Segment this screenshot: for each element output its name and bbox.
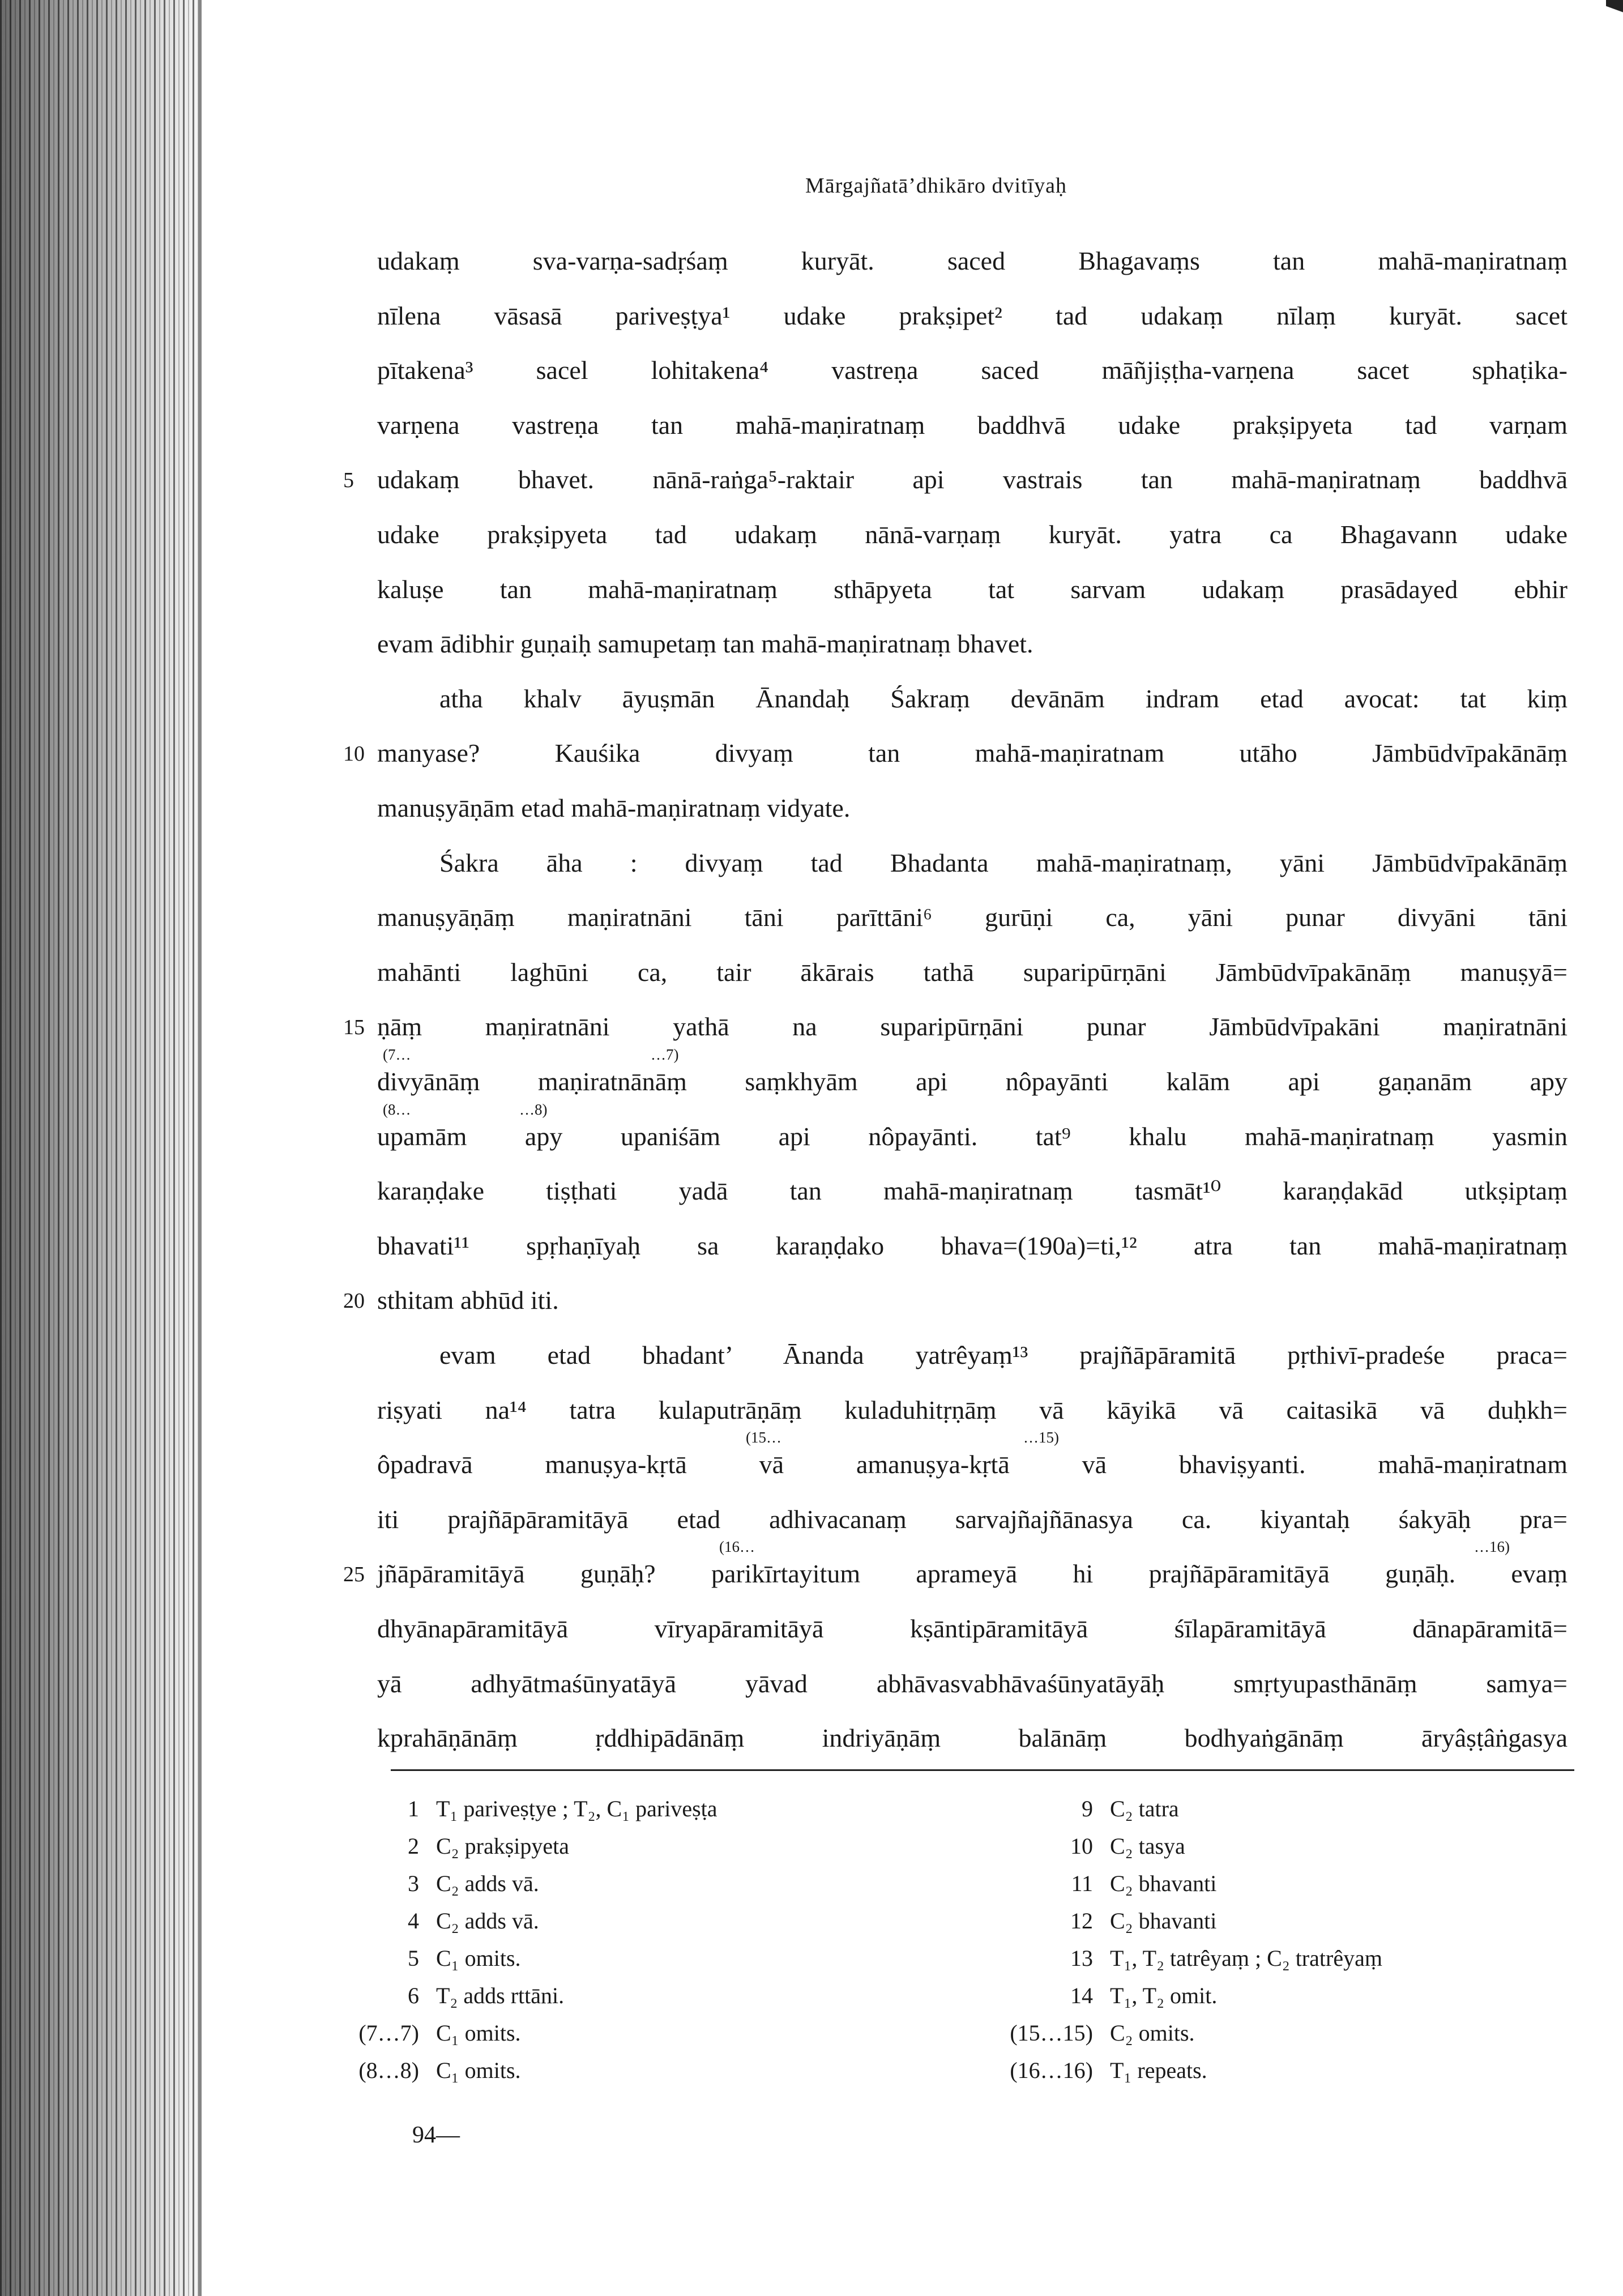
footnote-number: (7…7) — [358, 2020, 419, 2046]
variant-marker-close: …15) — [1023, 1429, 1059, 1446]
text-line-content: atha khalv āyuṣmān Ānandaḥ Śakraṃ devānām indram etad avocat: tat kiṃ — [439, 684, 1568, 713]
footnote — [374, 1794, 717, 1824]
text-line-content: sthitam abhūd iti. — [377, 1286, 559, 1315]
text-line-content: riṣyati na¹⁴ tatra kulaputrāṇāṃ kuladuhitṛṇāṃ vā kāyikā vā caitasikā vā duḥkh= — [377, 1395, 1568, 1424]
variant-marker-close: …16) — [1474, 1538, 1510, 1556]
book-spine-edge — [0, 0, 198, 2296]
running-head — [0, 173, 1623, 199]
text-line-content: bhavati¹¹ spṛhaṇīyaḥ sa karaṇḍako bhava=(190a)=ti,¹² atra tan mahā-maṇiratnaṃ — [377, 1231, 1568, 1260]
text-line — [377, 1065, 1568, 1098]
footnote-text: C₂ adds vā. — [436, 1908, 539, 1934]
text-line-content: divyānāṃ maṇiratnānāṃ saṃkhyām api nôpayānti kalām api gaṇanām apy — [377, 1067, 1568, 1096]
text-line — [377, 1612, 1568, 1645]
footnote-number: 12 — [1070, 1908, 1093, 1934]
text-line-content: manuṣyāṇāṃ maṇiratnāni tāni parīttāni⁶ gurūṇi ca, yāni punar divyāni tāni — [377, 903, 1568, 932]
footnote-text: C₂ adds vā. — [436, 1871, 539, 1896]
scan-corner-mark — [1606, 0, 1623, 34]
footnote-number: 14 — [1070, 1983, 1093, 2008]
footnote-number: 13 — [1070, 1945, 1093, 1971]
text-line-content: karaṇḍake tiṣṭhati yadā tan mahā-maṇiratnaṃ tasmāt¹⁰ karaṇḍakād utkṣiptaṃ — [377, 1176, 1568, 1206]
text-line-content: dhyānapāramitāyā vīryapāramitāyā kṣāntipāramitāyā śīlapāramitāyā dānapāramitā= — [377, 1614, 1568, 1643]
page-number: 94— — [412, 2122, 460, 2148]
text-line-content: upamām apy upaniśām api nôpayānti. tat⁹ khalu mahā-maṇiratnaṃ yasmin — [377, 1121, 1568, 1151]
text-line — [377, 1230, 1568, 1262]
footnote-number: (16…16) — [1010, 2058, 1093, 2083]
footnote — [374, 1869, 539, 1898]
footnote-text: C₂ omits. — [1110, 2020, 1195, 2046]
footnote-text: C₂ prakṣipyeta — [436, 1833, 569, 1859]
footnote-text: T₁ pariveṣṭye ; T₂, C₁ pariveṣṭa — [436, 1796, 717, 1821]
text-line — [377, 1010, 1568, 1043]
footnote — [1010, 2056, 1207, 2085]
variant-marker-close: …8) — [519, 1100, 548, 1118]
text-line-content: yā adhyātmaśūnyatāyā yāvad abhāvasvabhāvaśūnyatāyāḥ smṛtyupasthānāṃ samya= — [377, 1668, 1568, 1698]
footnote — [358, 2018, 521, 2048]
footnote-text: C₂ tatra — [1110, 1796, 1179, 1821]
footnote-number: 3 — [408, 1871, 419, 1896]
text-line — [377, 1284, 1568, 1317]
footnote-text: T₁ repeats. — [1110, 2058, 1207, 2083]
text-line-content: mahānti laghūni ca, tair ākārais tathā suparipūrṇāni Jāmbūdvīpakānāṃ manuṣyā= — [377, 957, 1568, 987]
text-line — [377, 245, 1568, 278]
footnote-number: 6 — [408, 1983, 419, 2008]
text-line — [377, 409, 1568, 442]
text-line — [377, 354, 1568, 387]
text-line — [377, 792, 1568, 825]
text-line — [377, 1557, 1568, 1590]
text-line-content: jñāpāramitāyā guṇāḥ? parikīrtayitum aprameyā hi prajñāpāramitāyā guṇāḥ. evaṃ — [377, 1559, 1568, 1589]
text-line-content: kprahāṇānāṃ ṛddhipādānāṃ indriyāṇāṃ balānāṃ bodhyaṅgānāṃ āryâṣṭâṅgasya — [377, 1723, 1568, 1753]
text-line-content: pītakena³ sacel lohitakena⁴ vastreṇa saced māñjiṣṭha-varṇena sacet sphaṭika- — [377, 356, 1568, 385]
footnote-rule — [391, 1769, 1574, 1771]
variant-marker-close: …7) — [651, 1046, 679, 1063]
text-line — [377, 1503, 1568, 1536]
footnote-number: (8…8) — [358, 2058, 419, 2083]
text-line-content: ṇāṃ maṇiratnāni yathā na suparipūrṇāni punar Jāmbūdvīpakāni maṇiratnāni — [377, 1012, 1568, 1042]
text-line — [377, 573, 1568, 606]
footnote-number: (15…15) — [1010, 2020, 1093, 2046]
line-number: 5 — [343, 468, 354, 493]
line-number: 25 — [343, 1563, 365, 1587]
footnote-text: C₂ tasya — [1110, 1833, 1185, 1859]
text-line — [377, 300, 1568, 332]
footnote — [374, 1944, 521, 1973]
footnote-text: C₁ omits. — [436, 2020, 521, 2046]
footnote-text: T₂ adds rttāni. — [436, 1983, 565, 2008]
footnote-text: T₁, T₂ tatrêyaṃ ; C₂ tratrêyaṃ — [1110, 1945, 1382, 1971]
line-number: 10 — [343, 742, 365, 766]
footnote — [358, 2056, 521, 2085]
text-line — [377, 1448, 1568, 1481]
footnote — [1048, 1869, 1216, 1898]
variant-marker-open: (7… — [383, 1046, 411, 1063]
footnote — [374, 1832, 569, 1861]
footnote-number: 1 — [408, 1796, 419, 1821]
text-line — [439, 847, 1568, 880]
text-line-content: nīlena vāsasā pariveṣṭya¹ udake prakṣipet² tad udakaṃ nīlaṃ kuryāt. sacet — [377, 301, 1568, 330]
footnote — [1048, 1832, 1185, 1861]
text-line — [377, 518, 1568, 551]
line-number: 15 — [343, 1015, 365, 1040]
footnote-text: C₁ omits. — [436, 1945, 521, 1971]
variant-marker-open: (8… — [383, 1100, 411, 1118]
text-line-content: manuṣyāṇām etad mahā-maṇiratnaṃ vidyate. — [377, 793, 851, 822]
text-line-content: iti prajñāpāramitāyā etad adhivacanaṃ sarvajñajñānasya ca. kiyantaḥ śakyāḥ pra= — [377, 1504, 1568, 1534]
footnote-number: 10 — [1070, 1833, 1093, 1859]
text-line — [377, 1175, 1568, 1207]
text-line — [377, 1394, 1568, 1427]
footnote — [374, 1981, 564, 2011]
footnote — [374, 1906, 539, 1936]
variant-marker-open: (16… — [719, 1538, 755, 1556]
footnote-number: 11 — [1071, 1871, 1093, 1896]
text-line — [377, 901, 1568, 934]
text-line — [377, 463, 1568, 496]
text-line-content: manyase? Kauśika divyaṃ tan mahā-maṇiratnam utāho Jāmbūdvīpakānāṃ — [377, 739, 1568, 768]
text-line — [377, 628, 1568, 660]
text-line-content: udakaṃ sva-varṇa-sadṛśaṃ kuryāt. saced Bhagavaṃs tan mahā-maṇiratnaṃ — [377, 246, 1568, 275]
text-line-content: varṇena vastreṇa tan mahā-maṇiratnaṃ baddhvā udake prakṣipyeta tad varṇam — [377, 410, 1568, 439]
footnote — [1048, 1981, 1217, 2011]
footnote — [1048, 1794, 1179, 1824]
variant-marker-open: (15… — [746, 1429, 781, 1446]
footnote-text: T₁, T₂ omit. — [1110, 1983, 1218, 2008]
line-number: 20 — [343, 1289, 365, 1313]
footnote-number: 9 — [1082, 1796, 1093, 1821]
text-line — [377, 737, 1568, 770]
text-line-content: Śakra āha : divyaṃ tad Bhadanta mahā-maṇiratnaṃ, yāni Jāmbūdvīpakānāṃ — [439, 848, 1568, 877]
footnote-number: 5 — [408, 1945, 419, 1971]
footnote — [1010, 2018, 1195, 2048]
text-line — [377, 1120, 1568, 1153]
footnote-text: C₁ omits. — [436, 2058, 521, 2083]
text-line-content: kaluṣe tan mahā-maṇiratnaṃ sthāpyeta tat sarvam udakaṃ prasādayed ebhir — [377, 574, 1568, 604]
text-line-content: udake prakṣipyeta tad udakaṃ nānā-varṇaṃ kuryāt. yatra ca Bhagavann udake — [377, 520, 1568, 549]
text-line — [439, 682, 1568, 715]
text-line-content: evam etad bhadant’ Ānanda yatrêyaṃ¹³ prajñāpāramitā pṛthivī-pradeśe praca= — [439, 1341, 1568, 1369]
running-head-text: Mārgajñatā’dhikāro dvitīyaḥ — [805, 174, 1067, 198]
text-line-content: udakaṃ bhavet. nānā-raṅga⁵-raktair api vastrais tan mahā-maṇiratnaṃ baddhvā — [377, 465, 1568, 494]
footnote — [1048, 1944, 1382, 1973]
footnote-text: C₂ bhavanti — [1110, 1871, 1217, 1896]
text-line — [439, 1339, 1568, 1372]
footnote-number: 2 — [408, 1833, 419, 1859]
text-line-content: evam ādibhir guṇaiḥ samupetaṃ tan mahā-maṇiratnaṃ bhavet. — [377, 629, 1033, 659]
footnote-number: 4 — [408, 1908, 419, 1934]
text-line — [377, 1667, 1568, 1700]
text-line — [377, 956, 1568, 989]
text-line — [377, 1722, 1568, 1755]
text-line-content: ôpadravā manuṣya-kṛtā vā amanuṣya-kṛtā vā bhaviṣyanti. mahā-maṇiratnam — [377, 1450, 1568, 1479]
footnote — [1048, 1906, 1216, 1936]
footnote-text: C₂ bhavanti — [1110, 1908, 1217, 1934]
